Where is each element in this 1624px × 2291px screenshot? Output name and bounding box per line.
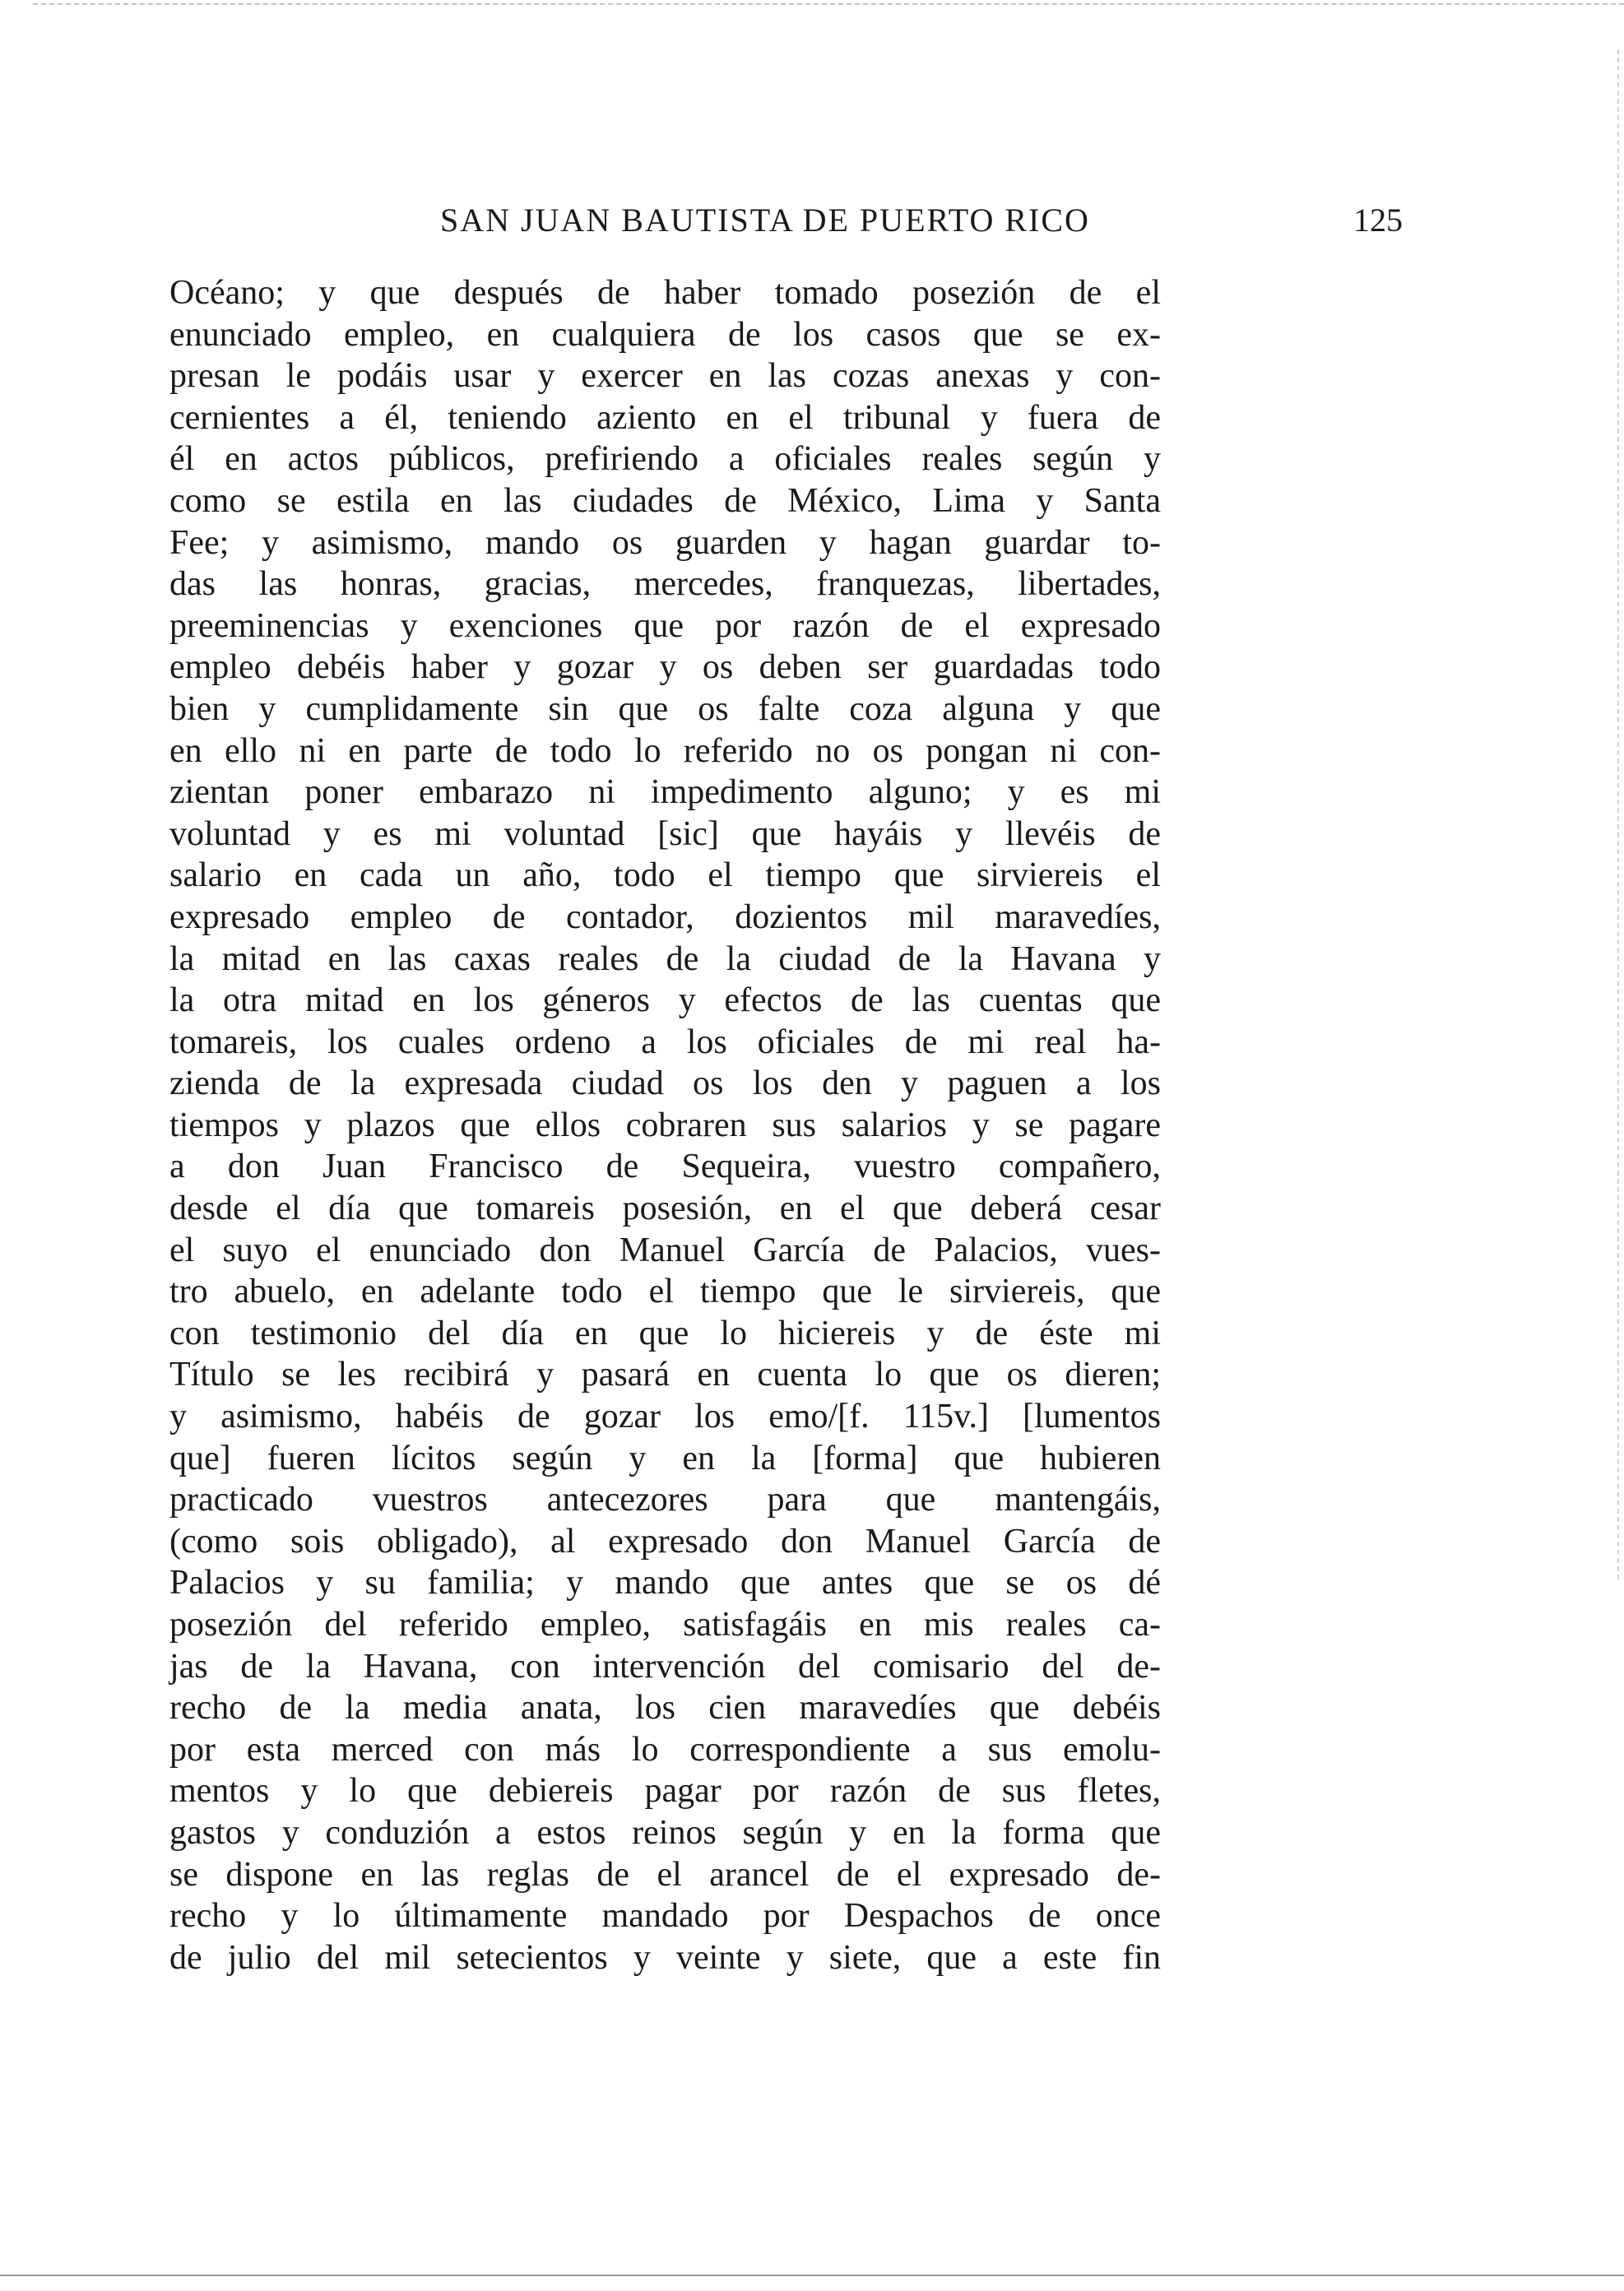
text-line: mentos y lo que debiereis pagar por razón de sus fletes, — [169, 1772, 1161, 1811]
text-line: por esta merced con más lo correspondiente a sus emolu- — [169, 1730, 1161, 1769]
text-line: practicado vuestros antecezores para que mantengáis, — [169, 1481, 1161, 1519]
text-line: tomareis, los cuales ordeno a los oficiales de mi real ha- — [169, 1023, 1161, 1061]
text-line: empleo debéis haber y gozar y os deben ser guardadas todo — [169, 648, 1161, 687]
text-line: Océano; y que después de haber tomado posezión de el — [169, 274, 1161, 312]
text-line: enunciado empleo, en cualquiera de los casos que se ex- — [169, 315, 1161, 354]
body-text — [169, 272, 1161, 1978]
running-title: SAN JUAN BAUTISTA DE PUERTO RICO — [440, 202, 1090, 239]
text-line: tiempos y plazos que ellos cobraren sus salarios y se pagare — [169, 1106, 1161, 1144]
text-line: Palacios y su familia; y mando que antes que se os dé — [169, 1564, 1161, 1602]
page-number: 125 — [1353, 202, 1403, 239]
text-line: jas de la Havana, con intervención del comisario del de- — [169, 1647, 1161, 1686]
text-line: se dispone en las reglas de el arancel de el expresado de- — [169, 1855, 1161, 1894]
text-line: posezión del referido empleo, satisfagáis en mis reales ca- — [169, 1606, 1161, 1644]
text-line: la mitad en las caxas reales de la ciudad de la Havana y — [169, 939, 1161, 978]
running-head — [165, 196, 1407, 245]
text-line: preeminencias y exenciones que por razón de el expresado — [169, 606, 1161, 645]
text-line: voluntad y es mi voluntad [sic] que hayáis y llevéis de — [169, 814, 1161, 853]
text-line: Título se les recibirá y pasará en cuenta lo que os dieren; — [169, 1356, 1161, 1394]
scan-edge-bottom — [0, 2275, 1624, 2276]
text-line: el suyo el enunciado don Manuel García de Palacios, vues- — [169, 1231, 1161, 1269]
text-line: expresado empleo de contador, dozientos mil maravedíes, — [169, 897, 1161, 936]
text-line: y asimismo, habéis de gozar los emo/[f. 115v.] [lumentos — [169, 1398, 1161, 1436]
text-line: zientan poner embarazo ni impedimento alguno; y es mi — [169, 773, 1161, 812]
text-line: (como sois obligado), al expresado don Manuel García de — [169, 1522, 1161, 1561]
text-line: bien y cumplidamente sin que os falte coza alguna y que — [169, 689, 1161, 728]
text-line: desde el día que tomareis posesión, en el que deberá cesar — [169, 1190, 1161, 1228]
scan-edge-right — [1617, 49, 1619, 1579]
text-line: Fee; y asimismo, mando os guarden y hagan guardar to- — [169, 523, 1161, 562]
text-line: gastos y conduzión a estos reinos según y en la forma que — [169, 1813, 1161, 1852]
text-line: a don Juan Francisco de Sequeira, vuestro compañero, — [169, 1148, 1161, 1186]
text-line: él en actos públicos, prefiriendo a oficiales reales según y — [169, 440, 1161, 479]
text-line: como se estila en las ciudades de México, Lima y Santa — [169, 481, 1161, 520]
text-line: zienda de la expresada ciudad os los den y paguen a los — [169, 1064, 1161, 1103]
text-line: presan le podáis usar y exercer en las cozas anexas y con- — [169, 357, 1161, 396]
text-line: que] fueren lícitos según y en la [forma] que hubieren — [169, 1439, 1161, 1477]
text-line: das las honras, gracias, mercedes, franquezas, libertades, — [169, 565, 1161, 604]
scan-edge-top — [33, 3, 1624, 5]
text-line: de julio del mil setecientos y veinte y siete, que a este fin — [169, 1938, 1161, 1977]
text-line: tro abuelo, en adelante todo el tiempo que le sirviereis, que — [169, 1273, 1161, 1311]
text-line: recho de la media anata, los cien maravedíes que debéis — [169, 1689, 1161, 1728]
text-line: recho y lo últimamente mandado por Despachos de once — [169, 1897, 1161, 1936]
text-line: con testimonio del día en que lo hiciereis y de éste mi — [169, 1314, 1161, 1352]
text-line: salario en cada un año, todo el tiempo que sirviereis el — [169, 856, 1161, 895]
text-line: la otra mitad en los géneros y efectos de las cuentas que — [169, 981, 1161, 1020]
text-line: en ello ni en parte de todo lo referido no os pongan ni con- — [169, 731, 1161, 770]
text-line: cernientes a él, teniendo aziento en el tribunal y fuera de — [169, 398, 1161, 437]
